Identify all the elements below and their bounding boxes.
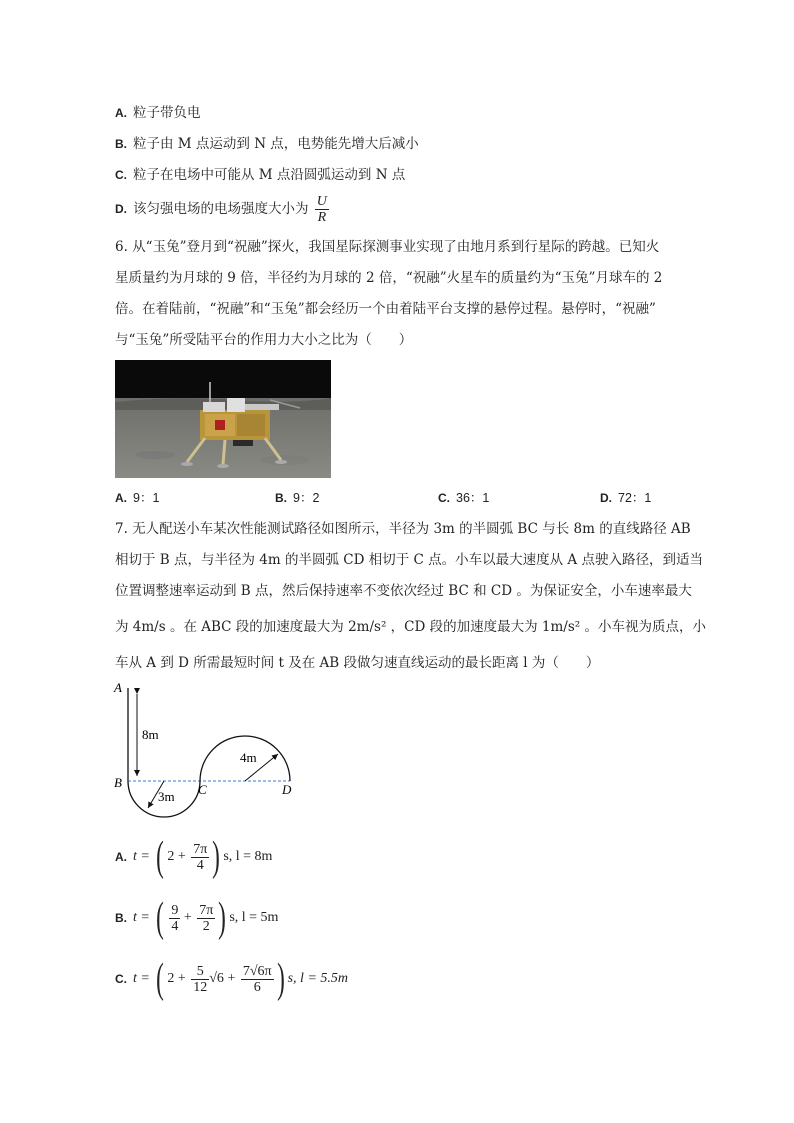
answer-rhs: s, l = 5m [229, 910, 279, 925]
frac-numerator: U [316, 194, 327, 209]
fraction-u-over-r [315, 194, 329, 225]
fraction-2 [241, 964, 274, 995]
answer-rhs: s, l = 8m [223, 849, 273, 864]
q5-option-c [115, 165, 405, 185]
label-8m: 8m [142, 727, 159, 742]
label-3m: 3m [158, 789, 175, 804]
fraction-1 [169, 903, 180, 934]
frac-numerator: 5 [191, 964, 209, 980]
path-diagram [110, 680, 310, 820]
answer-lhs: t = [133, 910, 154, 925]
choice-text: 9：1 [133, 491, 160, 505]
answer-lhs: t = [133, 849, 154, 864]
fraction [191, 842, 209, 873]
q6-choice-d [600, 488, 651, 506]
choice-text: 9：2 [293, 491, 320, 505]
option-letter: D. [115, 202, 127, 216]
q6-stem-line-2: 星质量约为月球的 9 倍，半径约为月球的 2 倍，“祝融”火星车的质量约为“玉兔”月球车的 2 [115, 270, 663, 286]
choice-text: 72：1 [618, 491, 652, 505]
left-paren: ( [156, 834, 165, 880]
option-letter: A. [115, 106, 127, 120]
q6-choice-c [438, 488, 489, 506]
right-paren: ) [218, 895, 227, 941]
option-text: 该匀强电场的电场强度大小为 [133, 201, 309, 217]
label-b: B [114, 775, 122, 790]
choice-letter: A. [115, 491, 127, 505]
q7-stem-line-1: 7. 无人配送小车某次性能测试路径如图所示，半径为 3m 的半圆弧 BC 与长 8m 的直线路径 AB [115, 521, 691, 537]
q6-stem-line-3: 倍。在着陆前，“祝融”和“玉兔”都会经历一个由着陆平台支撑的悬停过程。悬停时，“祝融” [115, 301, 656, 317]
plus-sign: + [223, 971, 239, 986]
answer-rhs: s, l = 5.5m [287, 971, 349, 986]
answer-letter: B. [115, 911, 127, 925]
frac-numerator: 7π [199, 902, 214, 918]
frac-denominator: 2 [202, 918, 210, 934]
left-paren: ( [156, 895, 165, 941]
q5-option-d [115, 192, 329, 226]
q7-stem-line-3: 位置调整速率运动到 B 点，然后保持速率不变依次经过 BC 和 CD 。为保证安全，小车速率最大 [115, 583, 692, 599]
q7-answer-a [115, 836, 272, 878]
q6-stem-line-4: 与“玉兔”所受陆平台的作用力大小之比为（ ） [115, 332, 413, 348]
choice-letter: C. [438, 491, 450, 505]
q5-option-a [115, 103, 201, 123]
q6-choice-b [275, 488, 319, 506]
answer-letter: C. [115, 972, 127, 986]
label-d: D [282, 782, 292, 797]
answer-lhs: t = [133, 971, 154, 986]
fraction-2 [197, 903, 215, 934]
q6-stem-line-1: 6. 从“玉兔”登月到“祝融”探火，我国星际探测事业实现了由地月系到行星际的跨越。已知火 [115, 239, 660, 255]
frac-denominator: 4 [196, 857, 204, 873]
answer-term: 2 + [167, 971, 190, 986]
frac-numerator: 7π [193, 841, 208, 857]
q7-answer-b [115, 897, 278, 939]
option-letter: B. [115, 137, 127, 151]
plus-sign: + [180, 910, 196, 925]
option-text: 粒子在电场中可能从 M 点沿圆弧运动到 N 点 [133, 167, 406, 183]
q7-stem-line-4: 为 4m/s 。在 ABC 段的加速度最大为 2m/s² ，CD 段的加速度最大为 1m/s² 。小车视为质点，小 [115, 619, 706, 635]
frac-denominator: 4 [171, 918, 179, 934]
answer-term: 2 + [167, 849, 190, 864]
frac-denominator: 6 [253, 979, 261, 995]
right-paren: ) [276, 956, 285, 1002]
fraction-1 [191, 964, 209, 995]
label-c: C [198, 782, 207, 797]
option-letter: C. [115, 168, 127, 182]
q7-stem-line-5: 车从 A 到 D 所需最短时间 t 及在 AB 段做匀速直线运动的最长距离 l 为（ ） [115, 655, 600, 671]
option-text: 粒子带负电 [133, 105, 201, 121]
sqrt-term: √6 [209, 971, 224, 986]
label-a: A [114, 680, 122, 695]
choice-letter: D. [600, 491, 612, 505]
option-text: 粒子由 M 点运动到 N 点，电势能先增大后减小 [133, 136, 419, 152]
frac-numerator: 7√6π [242, 963, 272, 979]
frac-denominator: 12 [193, 979, 208, 995]
answer-letter: A. [115, 850, 127, 864]
label-4m: 4m [240, 750, 257, 765]
q7-answer-c [115, 958, 348, 1000]
frac-numerator: 9 [171, 902, 179, 918]
left-paren: ( [156, 956, 165, 1002]
choice-text: 36：1 [456, 491, 490, 505]
right-paren: ) [212, 834, 221, 880]
q7-stem-line-2: 相切于 B 点，与半径为 4m 的半圆弧 CD 相切于 C 点。小车以最大速度从 A 点驶入路径，到适当 [115, 552, 703, 568]
choice-letter: B. [275, 491, 287, 505]
frac-denominator: R [317, 210, 327, 225]
q6-choice-a [115, 488, 159, 506]
q5-option-b [115, 134, 419, 154]
lander-photo [115, 360, 331, 478]
